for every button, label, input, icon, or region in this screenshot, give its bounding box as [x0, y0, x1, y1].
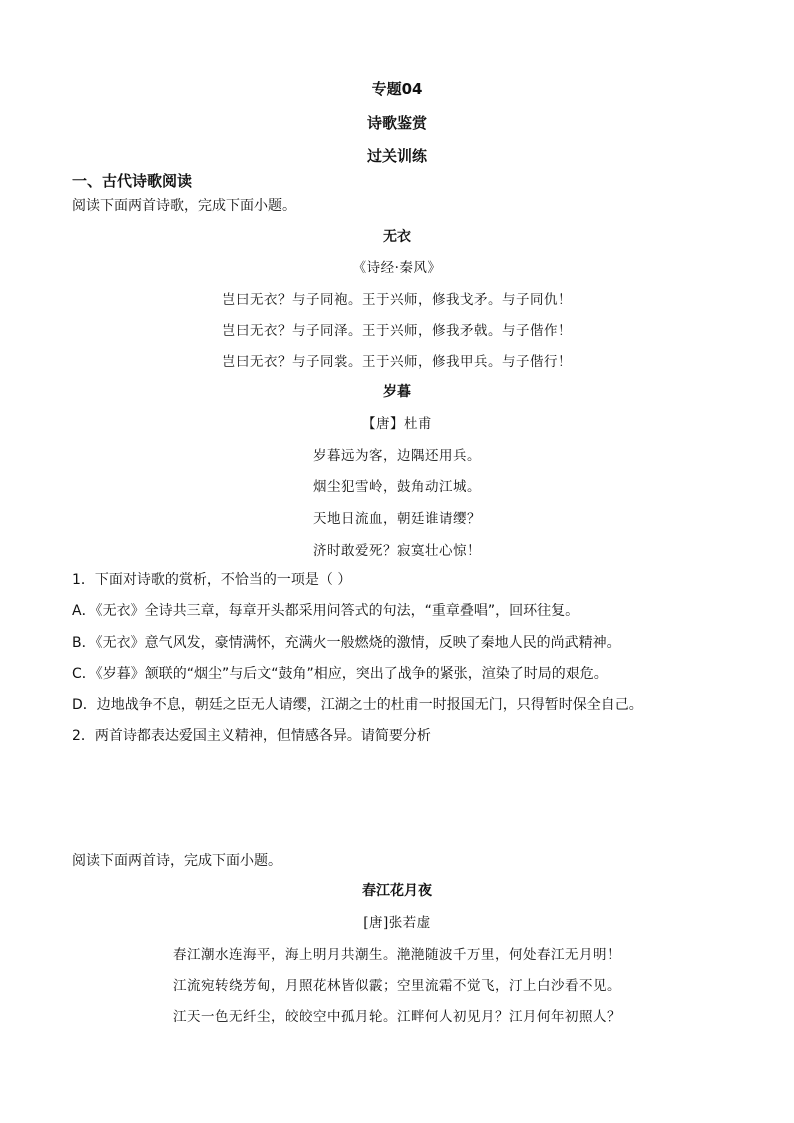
poem-line: 岂曰无衣？与子同泽。王于兴师，修我矛戟。与子偕作！	[222, 323, 572, 339]
poem-line: 岁暮远为客，边隅还用兵。	[313, 448, 481, 464]
question-2: 2．两首诗都表达爱国主义精神，但情感各异。请简要分析	[72, 728, 431, 744]
option-d: D．边地战争不息，朝廷之臣无人请缨，江湖之士的杜甫一时报国无门，只得暂时保全自己。	[72, 697, 643, 713]
poem-title: 春江花月夜	[362, 883, 432, 899]
poem-line: 岂曰无衣？与子同袍。王于兴师，修我戈矛。与子同仇！	[222, 292, 572, 308]
question-1: 1．下面对诗歌的赏析，不恰当的一项是（ ）	[72, 572, 352, 588]
page-title: 诗歌鉴赏	[366, 114, 427, 132]
section-instruction: 阅读下面两首诗歌，完成下面小题。	[72, 198, 296, 214]
poem-line: 江流宛转绕芳甸，月照花林皆似霰；空里流霜不觉飞，汀上白沙看不见。	[173, 978, 621, 994]
option-b: B．《无衣》意气风发，豪情满怀，充满火一般燃烧的激情，反映了秦地人民的尚武精神。	[72, 635, 621, 651]
poem-source: 《诗经·秦风》	[352, 260, 442, 276]
poem-author: [唐]张若虚	[363, 915, 431, 931]
poem-line: 天地日流血，朝廷谁请缨？	[313, 511, 481, 527]
poem-title: 岁暮	[383, 384, 411, 400]
section-instruction: 阅读下面两首诗，完成下面小题。	[72, 853, 282, 869]
option-c: C．《岁暮》颔联的“烟尘”与后文“鼓角”相应，突出了战争的紧张，渲染了时局的艰危。	[72, 666, 608, 682]
page-subtitle: 过关训练	[366, 147, 427, 165]
poem-author: 【唐】杜甫	[362, 416, 432, 432]
option-a: A．《无衣》全诗共三章，每章开头都采用问答式的句法，“重章叠唱”，回环往复。	[72, 603, 580, 619]
poem-line: 春江潮水连海平，海上明月共潮生。滟滟随波千万里，何处春江无月明！	[173, 947, 621, 963]
poem-line: 济时敢爱死？寂寞壮心惊！	[313, 543, 481, 559]
poem-line: 岂曰无衣？与子同裳。王于兴师，修我甲兵。与子偕行！	[222, 354, 572, 370]
poem-line: 烟尘犯雪岭，鼓角动江城。	[313, 479, 481, 495]
section-heading: 一、古代诗歌阅读	[72, 172, 193, 190]
poem-line: 江天一色无纤尘，皎皎空中孤月轮。江畔何人初见月？江月何年初照人？	[173, 1009, 621, 1025]
poem-title: 无衣	[383, 229, 411, 245]
topic-label: 专题04	[371, 80, 423, 98]
